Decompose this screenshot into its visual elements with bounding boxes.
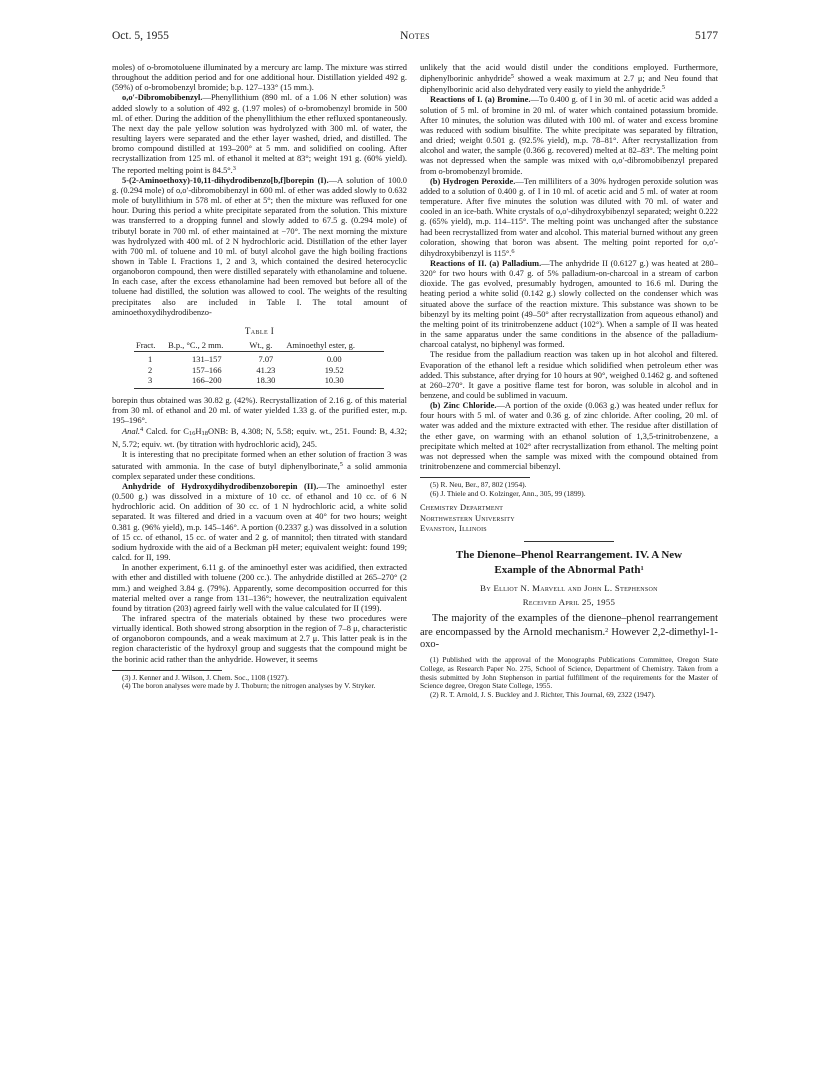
ref-5: 5 [510,73,514,81]
formula-subscript: 18 [201,430,208,438]
text-unlikely: unlikely that the acid would distil under the conditions employed. Furthermore, diphenylborinic anhydride [420,62,718,84]
table-cell: 131–157 [192,354,222,365]
ref-3: 3 [232,164,236,172]
article-title-line-2: Example of the Abnormal Path [494,564,641,577]
paragraph-another-experiment: In another experiment, 6.11 g. of the aminoethyl ester was acidified, then extracted with ether and distilled with toluene (200 cc.). The anhydride distilled at 265–270° (2 mm.) and weighed 3.84 g. (79%). Apparently, some decomposition occurred for this material melted over a range from 131–136°; however, the neutralization equivalent found by titration (203) agreed fairly well with the value calculated for II (199). [112,562,407,613]
table-header-row [134,340,384,352]
left-column [112,62,407,691]
anal-label: Anal. [122,426,141,437]
ref-1: 1 [640,565,644,573]
text-anhydride: —The aminoethyl ester (0.500 g.) was dissolved in a mixture of 10 cc. of ethanol and 10 cc. of 6 N hydrochloric acid. On addition of 30 cc. of 1 N hydrochloric acid, a white solid separated. It was filtered and dried in a vacuum oven at 40° for two hours; weight 0.381 g. (96% yield), m.p. 145–146°. A portion (0.2337 g.) was dissolved in a solution of 15 cc. of ethanol, 15 cc. of water and 2 g. of mannitol; then titrated with standard sodium hydroxide with the aid of a Beckman pH meter; equivalent weight: found 199; calcd. for II, 199. [112,480,407,563]
heading-reactions-ii: Reactions of II. [430,257,487,268]
paragraph-unlikely [420,62,718,94]
paragraph-ammonia [112,449,407,480]
table-cell: 18.30 [247,375,284,388]
ref-2: 2 [605,626,609,634]
department-line: Chemistry Department [420,503,504,513]
table-cell: 41.23 [256,364,276,375]
university-line: Northwestern University [420,513,515,523]
table-cell: 19.52 [324,364,344,375]
table-row [134,375,384,388]
heading-reactions-i: Reactions of I. [430,94,483,105]
article-footnote-1: (1) Published with the approval of the Monographs Publications Committee, Oregon State College, as Research Paper No. 275, School of Science, Department of Chemistry. Taken from a thesis submitted by John Stephenson in partial fulfillment of the requirements for the Master of Science degree, Oregon State College, 1955. [420,655,718,691]
anal-text-start: Calcd. for C [143,426,189,437]
formula-subscript: 16 [188,430,196,438]
heading-anhydride: Anhydride of Hydroxydihydrodibenzoborepin (II). [122,480,319,491]
header-page-number: 5177 [695,30,718,42]
table-row [134,352,384,365]
formula-element: H [195,426,202,437]
table-row [134,365,384,375]
heading-aminoethoxy: 5-(2-Aminoethoxy)-10,11-dihydrodibenzo[b,f]borepin (I). [122,174,329,185]
paragraph-dibromobibenzyl [112,92,407,174]
article-divider [524,541,614,542]
article-received-date: Received April 25, 1955 [522,596,616,607]
table-cell: 2 [147,364,153,375]
text-ammonia: It is interesting that no precipitate formed when an ether solution of fraction 3 was saturated with ammonia. In the case of butyl diphenylborinate, [112,449,407,471]
ref-5: 5 [661,84,665,92]
article-title [420,549,718,577]
article-body [420,613,718,652]
footnote-rule [420,477,530,478]
footnote-3: (3) J. Kenner and J. Wilson, J. Chem. Soc., 1108 (1927). [122,672,289,682]
heading-bromine: (a) Bromine. [484,94,531,105]
text-dibromobibenzyl: —Phenyllithium (890 ml. of a 1.06 N ether solution) was added slowly to a solution of 492 g. (1.97 moles) of o-bromobenzyl bromide in 500 ml. of ether. During the addition of the phenyllithium the ether refluxed spontaneously. The next day the pale yellow solution was hydrolyzed with 300 ml. of water, the resulting layers were separated and the ether layer washed, dried, and distilled. The bromo compound distilled at 193–200° at 5 mm. and solidified on cooling. After recrystallization from 125 ml. of ethanol it melted at 83°; weight 191 g. (60% yield). The reported melting point is 84.5°. [112,92,407,175]
table-header-ester: Aminoethyl ester, g. [284,340,384,352]
table-header-weight: Wt., g. [247,340,284,352]
fractions-table [134,340,384,389]
table-cell: 157–166 [192,364,222,375]
ref-4: 4 [140,426,144,434]
ref-6: 6 [511,247,515,255]
footnote-rule [112,670,222,671]
right-column [420,62,718,699]
text-bromine: —To 0.400 g. of I in 30 ml. of acetic acid was added a solution of 5 ml. of bromine in 20 ml. of water which contained potassium bromide. After 10 minutes, the solution was diluted with 100 ml. of water and excess bromine was reduced with sodium bisulfite. The white precipitate was separated by filtration, and dried; weight 0.501 g. (92.5% yield), m.p. 78–81°. After recrystallization from alcohol and water, the sample (0.366 g. recovered) melted at 82–83°. The melting point was not depressed when the sample was mixed with o,o′-dibromobibenzyl prepared from o-bromobenzyl bromide. [420,94,719,176]
text-zinc: —A portion of the oxide (0.063 g.) was heated under reflux for four hours with 5 ml. of water and 0.36 g. of zinc chloride. After cooling, 20 ml. of water was added and the mixture extracted with ether. The residue after distillation of the ether gave, on warming with an ethanol solution of 1,3,5-trinitrobenzene, a precipitate which melted at 102° after recrystallization from ethanol. The melting point was not depressed when the sample was mixed with the compound obtained from trinitrobenzene and commercial bibenzyl. [420,400,718,472]
text-unlikely-end: showed a weak maximum at 2.7 μ; and Neu found that diphenylborinic acid also dehydrated very easily to yield the anhydride. [420,73,718,95]
article-body-text-end: However 2,2-dimethyl-1-oxo- [420,626,718,651]
page-header [112,30,718,46]
text-ammonia-end: a solid ammonia complex separated under these conditions. [112,460,407,481]
table-cell: 1 [147,354,153,365]
text-palladium: —The anhydride II (0.6127 g.) was heated at 280–320° for two hours with 0.47 g. of 5% palladium-on-charcoal in a stream of carbon dioxide. The gas evolved, presumably hydrogen, amounted to 16.6 ml. During the heating period a white solid (0.142 g.) slowly collected on the condenser which was situated above the surface of the reaction mixture. This substance was shown to be bibenzyl by its melting point (49–50° after recrystallization from aqueous ethanol) and the melting point of its trinitrobenzene adduct (102°). When a sample of II was heated in the same apparatus under the same conditions in the absence of the palladium-charcoal catalyst, no biphenyl was formed. [420,257,719,350]
footnote-5: (5) R. Neu, Ber., 87, 802 (1954). [430,480,527,490]
paragraph-bromination-end: moles) of o-bromotoluene illuminated by a mercury arc lamp. The mixture was stirred throughout the addition period and for one additional hour. Distillation yielded 492 g. (59%) of o-bromobenzyl bromide; b.p. 127–133° (15 mm.). [112,62,407,93]
table-title: Table I [244,325,275,336]
location-line: Evanston, Illinois [420,523,487,533]
heading-zinc: (b) Zinc Chloride. [430,400,497,411]
footnote-4: (4) The boron analyses were made by J. Thoburn; the nitrogen analyses by V. Stryker. [122,681,376,691]
paragraph-residue: The residue from the palladium reaction was taken up in hot alcohol and filtered. Evaporation of the ethanol left a residue which solidified when petroleum ether was added. This substance, after drying for 10 hours at 90°, weighed 0.1462 g. and softened at 260–270°. It gave a positive flame test for boron, was soluble in alcohol and in benzene, and could be sublimed in vacuum. [420,349,718,400]
formula-element: ONB [207,426,226,437]
paragraph-zinc [420,400,718,471]
header-section: Notes [400,30,430,42]
ref-5: 5 [339,460,343,468]
table-header-bp: B.p., °C., 2 mm. [166,340,247,352]
table-cell: 3 [134,375,166,388]
article-footnote-2: (2) R. T. Arnold, J. S. Buckley and J. Richter, This Journal, 69, 2322 (1947). [430,689,656,699]
paragraph-borepin-yield: borepin thus obtained was 30.82 g. (42%). Recrystallization of 2.16 g. of this material from 30 ml. of ethanol and 20 ml. of water yielded 1.33 g. of the purified ester, m.p. 195–196°. [112,394,407,425]
header-date: Oct. 5, 1955 [112,30,169,42]
table-cell: 0.00 [326,354,342,365]
article-title-line-1: The Dienone–Phenol Rearrangement. IV. A New [455,549,683,562]
table-cell: 7.07 [258,354,274,365]
paragraph-palladium [420,258,718,349]
heading-dibromobibenzyl: o,o′-Dibromobibenzyl. [122,92,203,103]
paragraph-anhydride [112,481,407,562]
text-aminoethoxy: —A solution of 100.0 g. (0.294 mole) of o,o′-dibromobibenzyl in 600 ml. of ether was added slowly to 0.632 mole of butyllithium in 578 ml. of ether at 5°; then the mixture was refluxed for one hour. During this period a white precipitate separated from the solution. This mixture was transferred to a dropping funnel and slowly added to 67.5 g. (0.294 mole) of tributyl borate in 700 ml. of ether maintained at −70°. The next morning the mixture was hydrolyzed with 400 ml. of 2 N hydrochloric acid. Distillation of the ether layer with 700 ml. of toluene and 10 ml. of butyl alcohol gave the high boiling fractions shown in Table I. Fractions 1, 2 and 3, which contained the desired heterocyclic organoboron compound, then were distilled separately with ethanolamine and toluene. In each case, after the excess ethanolamine had been removed but before all of the toluene had distilled, the solution was allowed to cool. The weights of the resulting precipitates also are included in Table I. The total amount of aminoethoxydihydrodibenzo- [112,174,407,317]
anal-text-end: : B, 4.308; N, 5.58; equiv. wt., 251. Found: B, 4.32; N, 5.72; equiv. wt. (by titration with hydrochloric acid), 245. [112,426,407,450]
paragraph-peroxide [420,176,718,258]
heading-palladium: (a) Palladium. [489,257,542,268]
text-peroxide: —Ten milliliters of a 30% hydrogen peroxide solution was added to a solution of 0.400 g. of I in 10 ml. of acetic acid and 5 ml. of water at room temperature. After five minutes the solution was diluted with 70 ml. of water and cooled in an ice-bath. White crystals of o,o′-dihydroxybibenzyl separated; weight 0.222 g. (65% yield), m.p. 114–115°. The melting point was unchanged after the substance had been recrystallized from water and alcohol. This material burned without any green coloration, showing that boron was absent. The melting point reported for o,o′-dihydroxybibenzyl is 115°. [420,175,719,258]
table-cell: 166–200 [166,375,247,388]
paragraph-infrared: The infrared spectra of the materials obtained by these two procedures were virtually identical. Both showed strong absorption in the region of 7–8 μ, characteristic of organoboron compounds, and a weak maximum at 2.7 μ. This latter peak is in the region characteristic of the hydroxyl group and suggests that the compound might be the borinic acid rather than the anhydride. However, it seems [112,612,407,664]
table-header-fraction: Fract. [134,340,166,352]
heading-peroxide: (b) Hydrogen Peroxide. [430,175,516,186]
paragraph-analysis [112,425,407,449]
footnote-6: (6) J. Thiele and O. Kolzinger, Ann., 305, 99 (1899). [430,488,586,498]
article-authors: By Elliot N. Marvell and John L. Stephenson [480,583,658,594]
table-cell: 10.30 [284,375,384,388]
paragraph-aminoethoxy [112,175,407,317]
paragraph-bromine [420,94,718,175]
article-body-text: The majority of the examples of the dienone–phenol rearrangement are encompassed by the Arnold mechanism. [420,612,718,638]
